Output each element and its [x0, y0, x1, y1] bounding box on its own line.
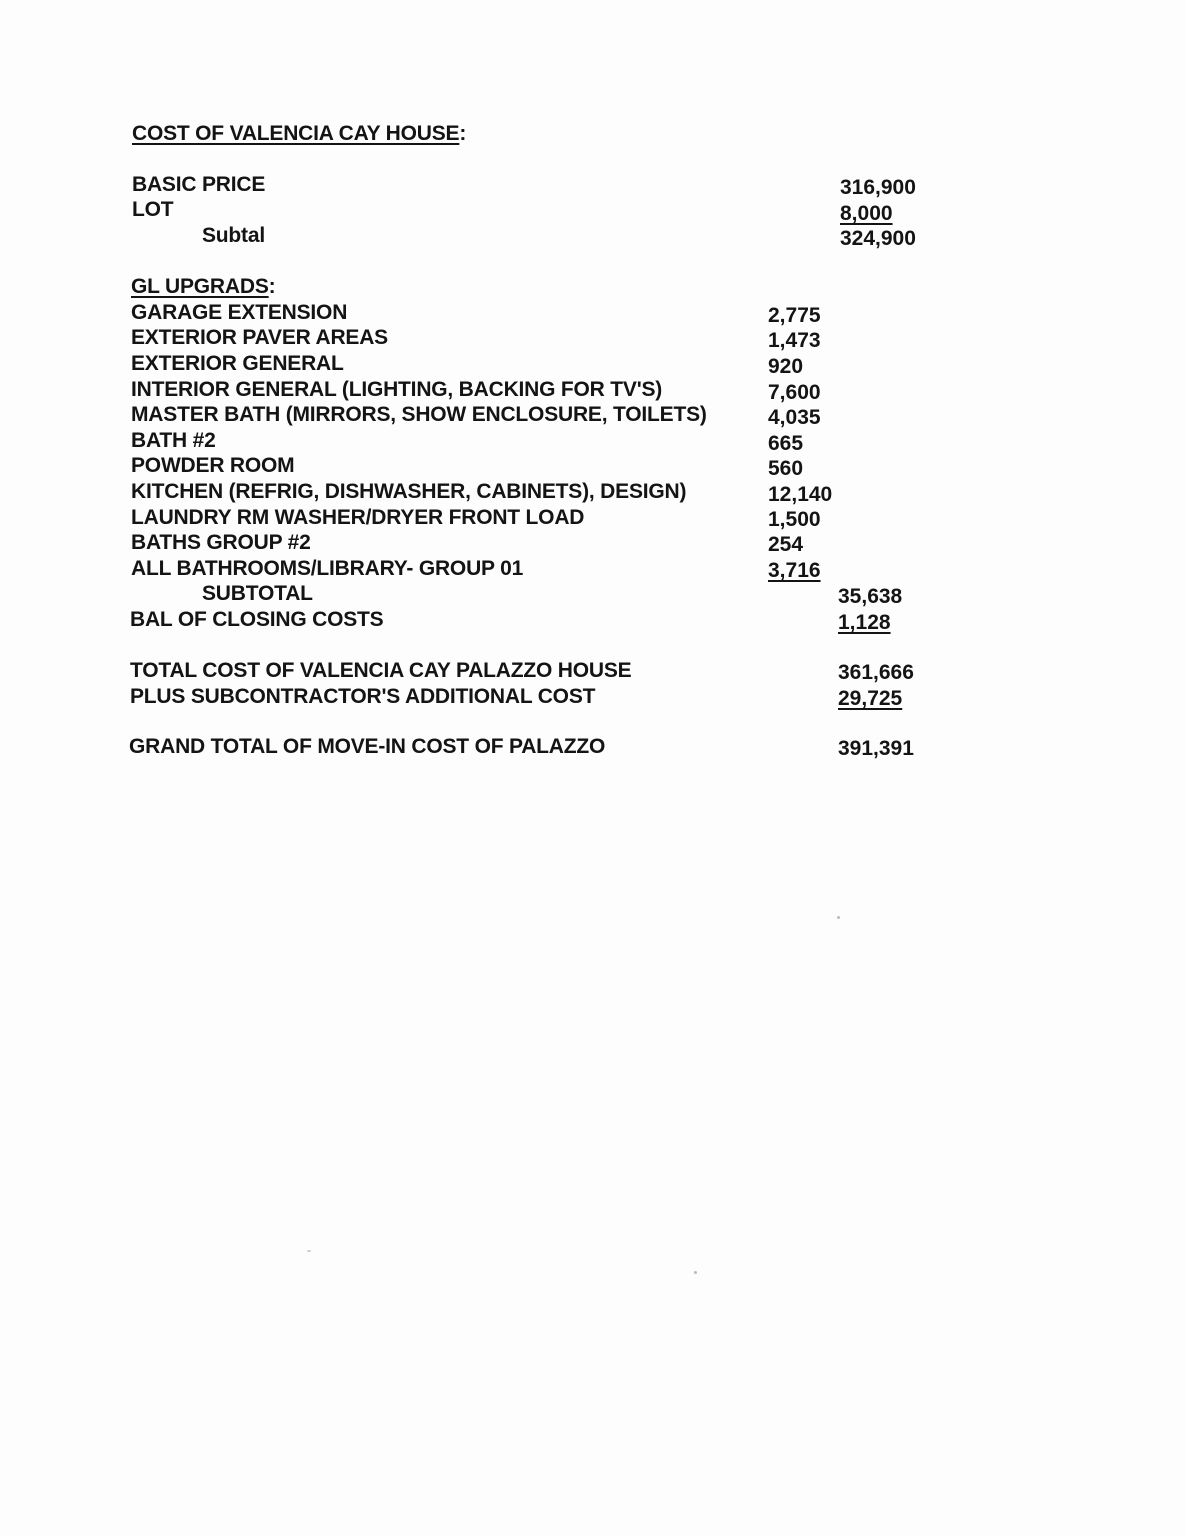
base-subtotal-value: 324,900 — [840, 227, 916, 250]
upgrades-heading — [131, 275, 275, 299]
title-text: COST OF VALENCIA CAY HOUSE — [132, 122, 460, 145]
upgrades-subtotal-label: SUBTOTAL — [202, 582, 313, 605]
basic-price-label: BASIC PRICE — [132, 173, 266, 196]
upgrade-item-label: KITCHEN (REFRIG, DISHWASHER, CABINETS), DESIGN) — [131, 480, 687, 503]
upgrade-item-label: EXTERIOR GENERAL — [131, 352, 344, 375]
scan-speck — [694, 1271, 697, 1274]
upgrade-item-label: BATH #2 — [131, 429, 216, 452]
upgrade-item-value: 1,500 — [768, 508, 821, 531]
upgrade-item-value: 665 — [768, 432, 804, 455]
upgrade-item-label: GARAGE EXTENSION — [131, 301, 348, 324]
upgrades-heading-text: GL UPGRADS — [131, 275, 269, 298]
upgrade-item-label: INTERIOR GENERAL (LIGHTING, BACKING FOR TV'S) — [131, 378, 663, 401]
total-cost-label: TOTAL COST OF VALENCIA CAY PALAZZO HOUSE — [130, 659, 632, 682]
upgrade-item-label: BATHS GROUP #2 — [131, 531, 311, 554]
upgrade-item-value: 4,035 — [768, 406, 821, 429]
upgrade-item-value: 1,473 — [768, 329, 821, 352]
closing-costs-label: BAL OF CLOSING COSTS — [130, 608, 384, 631]
lot-label: LOT — [132, 198, 174, 221]
upgrade-item-label: ALL BATHROOMS/LIBRARY- GROUP 01 — [131, 557, 524, 580]
grand-total-label: GRAND TOTAL OF MOVE-IN COST OF PALAZZO — [129, 735, 606, 758]
upgrades-subtotal-value: 35,638 — [838, 585, 903, 608]
upgrade-item-value: 2,775 — [768, 304, 821, 327]
base-subtotal-label: Subtal — [202, 224, 265, 247]
basic-price-value: 316,900 — [840, 176, 916, 199]
closing-costs-value: 1,128 — [838, 611, 891, 634]
upgrade-item-value: 3,716 — [768, 559, 821, 582]
upgrade-item-label: EXTERIOR PAVER AREAS — [131, 326, 388, 349]
subcontractor-cost-value: 29,725 — [838, 687, 903, 710]
scan-speck — [307, 1250, 311, 1252]
upgrade-item-label: MASTER BATH (MIRRORS, SHOW ENCLOSURE, TOILETS) — [131, 403, 707, 426]
title-colon: : — [459, 122, 467, 145]
upgrade-item-value: 560 — [768, 457, 804, 480]
upgrades-heading-colon: : — [268, 275, 276, 298]
grand-total-value: 391,391 — [838, 737, 914, 760]
total-cost-value: 361,666 — [838, 661, 914, 684]
scan-speck — [837, 916, 840, 919]
upgrade-item-value: 254 — [768, 533, 804, 556]
document-title — [132, 122, 466, 146]
upgrade-item-value: 7,600 — [768, 381, 821, 404]
upgrade-item-label: POWDER ROOM — [131, 454, 295, 477]
subcontractor-cost-label: PLUS SUBCONTRACTOR'S ADDITIONAL COST — [130, 685, 596, 708]
upgrade-item-value: 12,140 — [768, 483, 833, 506]
upgrade-item-value: 920 — [768, 355, 804, 378]
upgrade-item-label: LAUNDRY RM WASHER/DRYER FRONT LOAD — [131, 506, 585, 529]
lot-value: 8,000 — [840, 202, 893, 225]
